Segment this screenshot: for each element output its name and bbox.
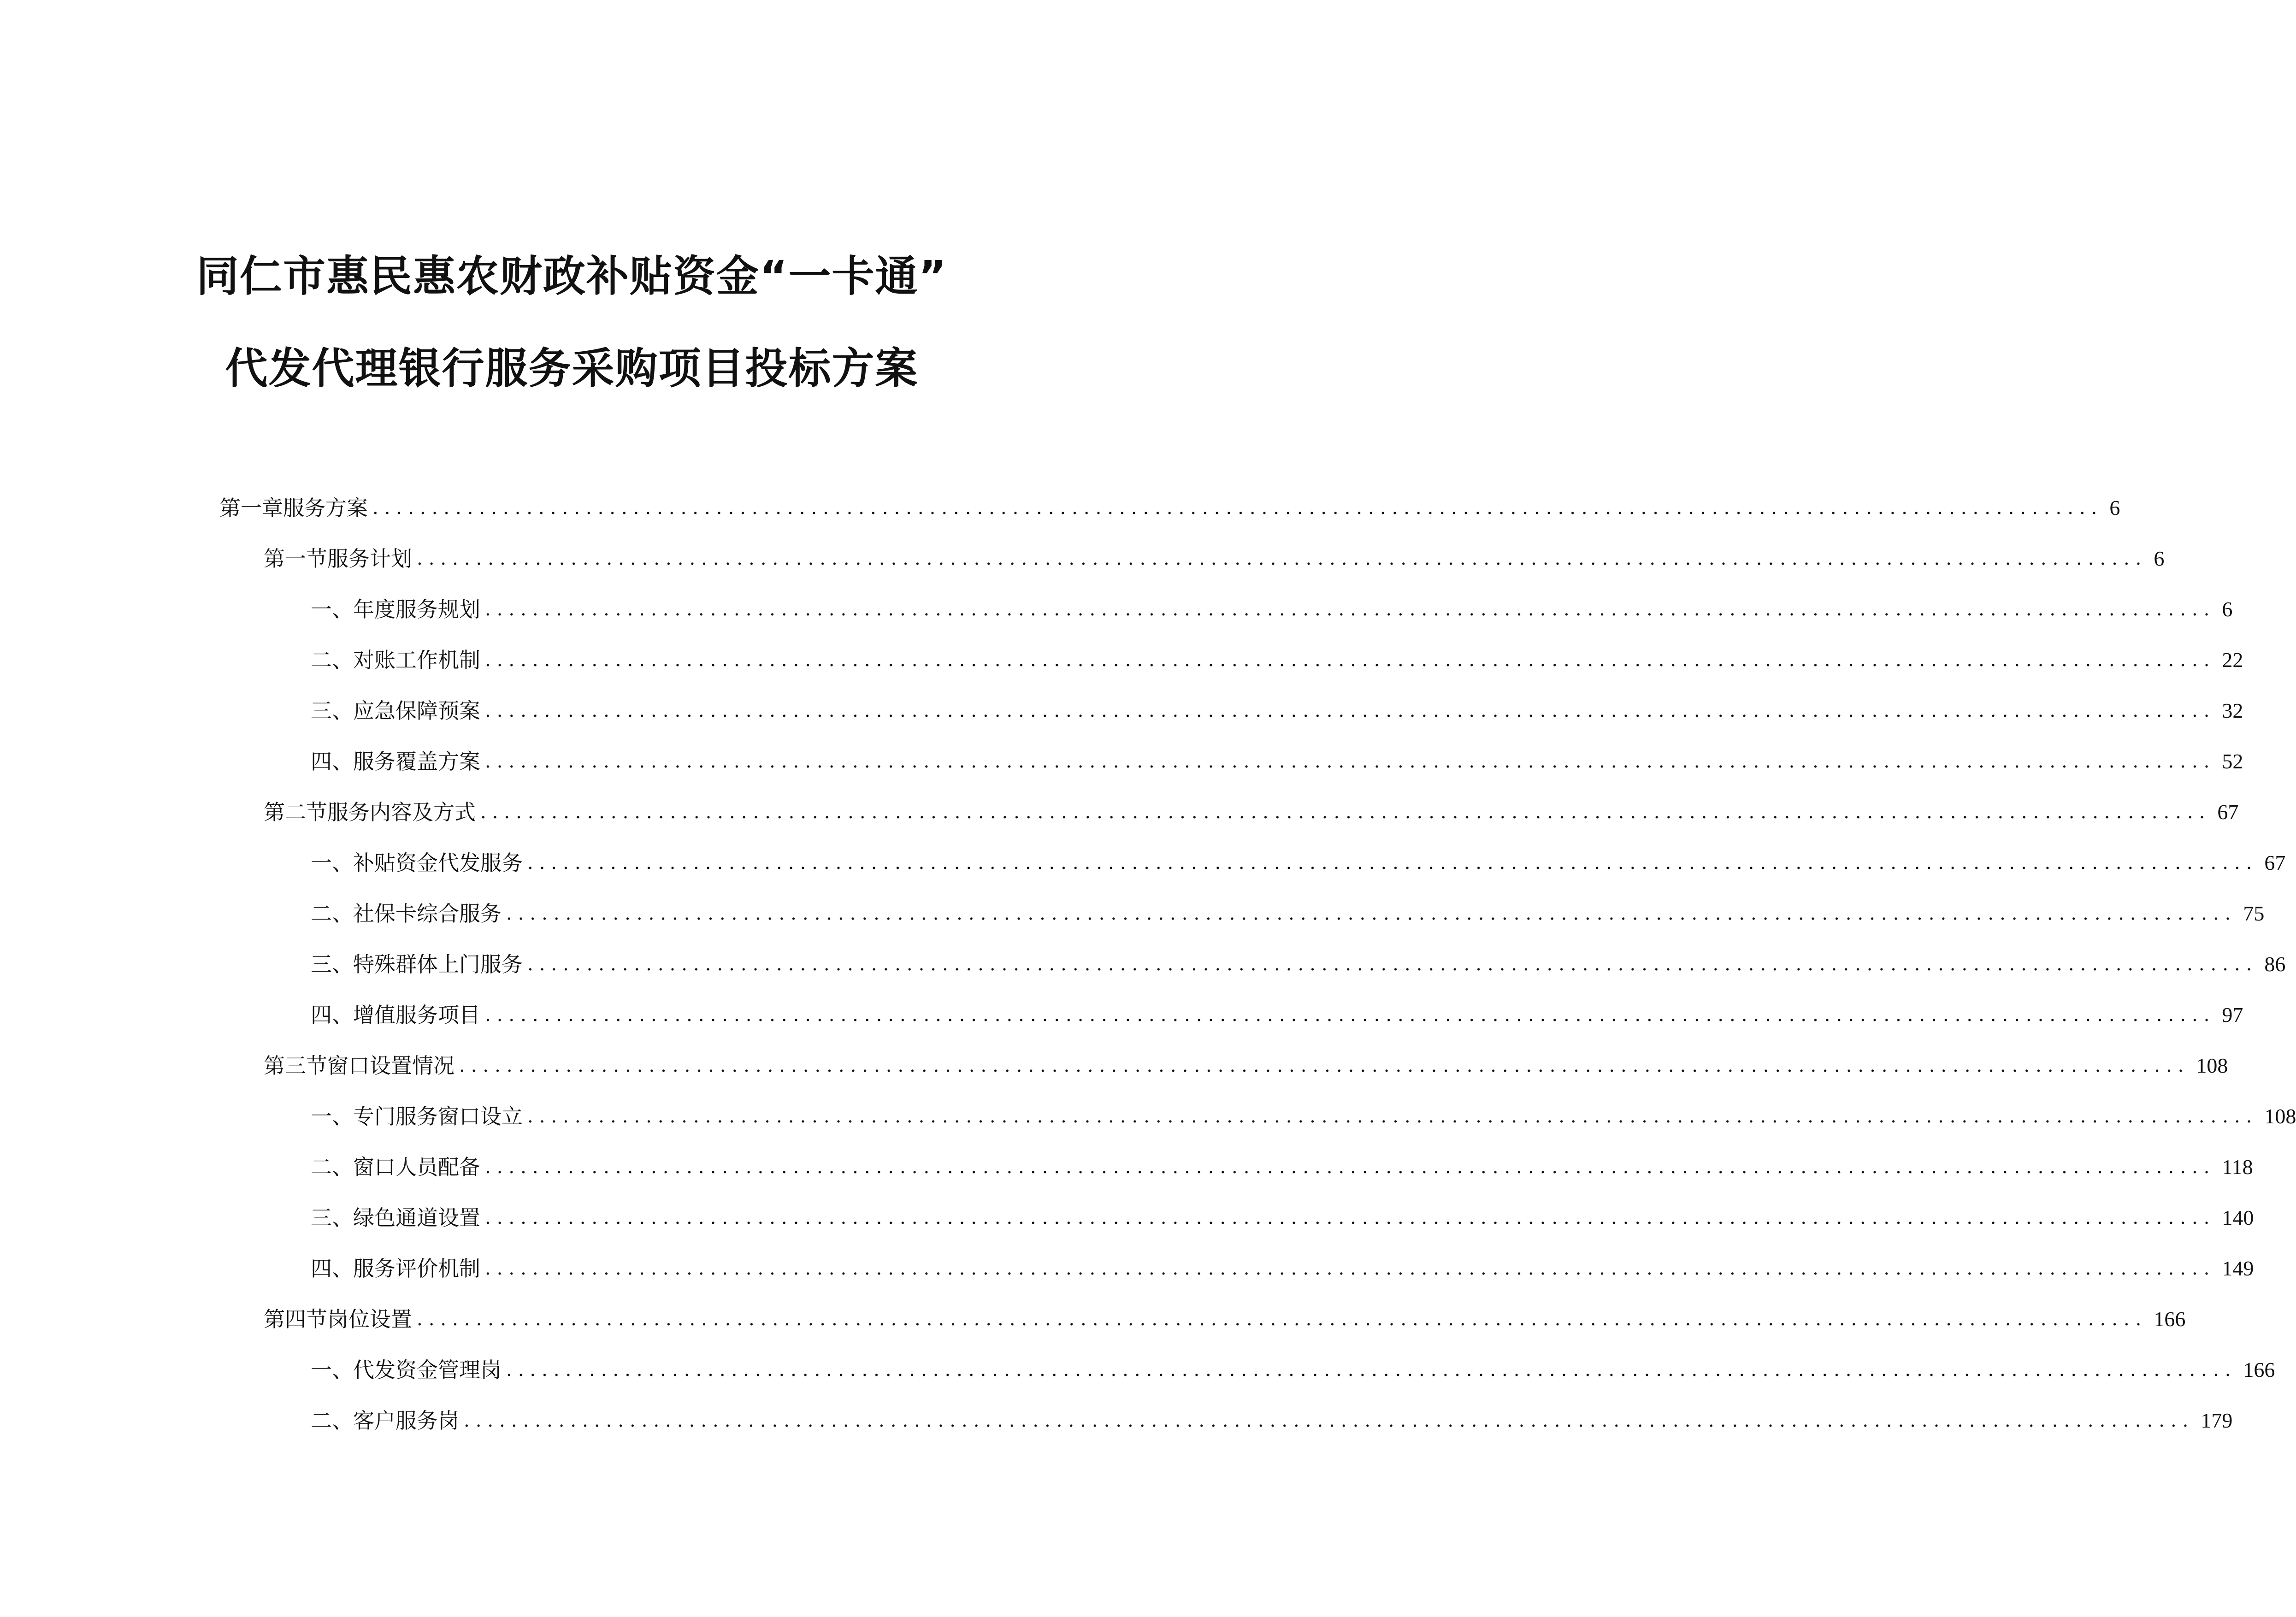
toc-entry-label: 代发资金管理岗 <box>353 1357 502 1382</box>
toc-entry-label: 服务内容及方式 <box>327 800 476 825</box>
toc-entry-label: 增值服务项目 <box>353 1003 480 1027</box>
toc-entry-number: 二、 <box>311 1155 353 1180</box>
toc-entry-number: 三、 <box>311 952 353 977</box>
toc-entry-subsection[interactable] <box>311 1398 2233 1434</box>
toc-dot-leader: .................................................................................................................................................. <box>527 1106 2258 1127</box>
toc-entry-label: 岗位设置 <box>327 1307 412 1332</box>
toc-entry-label: 年度服务规划 <box>353 597 480 622</box>
title-line-1: 同仁市惠民惠农财政补贴资金“一卡通” <box>196 252 947 301</box>
toc-dot-leader: .................................................................................................................................................. <box>417 1309 2148 1330</box>
toc-entry-page: 67 <box>2217 800 2239 824</box>
toc-entry-label: 服务评价机制 <box>353 1256 480 1281</box>
toc-entry-page: 75 <box>2243 902 2265 925</box>
toc-entry-label: 对账工作机制 <box>353 648 480 673</box>
toc-entry-number: 二、 <box>311 901 353 926</box>
document-title <box>0 230 1144 415</box>
toc-entry-number: 三、 <box>311 698 353 723</box>
toc-dot-leader: .................................................................................................................................................. <box>485 700 2216 721</box>
toc-entry-number: 四、 <box>311 749 353 774</box>
toc-entry-section[interactable] <box>264 1043 2228 1080</box>
toc-dot-leader: .................................................................................................................................................. <box>485 1157 2216 1178</box>
toc-entry-subsection[interactable] <box>311 738 2243 775</box>
toc-entry-page: 22 <box>2222 648 2243 672</box>
toc-entry-subsection[interactable] <box>311 891 2265 927</box>
toc-entry-label: 服务覆盖方案 <box>353 749 480 774</box>
toc-entry-section[interactable] <box>264 536 2165 572</box>
toc-dot-leader: .................................................................................................................................................. <box>485 751 2216 772</box>
toc-entry-page: 108 <box>2196 1054 2228 1077</box>
toc-dot-leader: .................................................................................................................................................. <box>464 1410 2195 1431</box>
toc-entry-number: 三、 <box>311 1205 353 1230</box>
toc-entry-label: 应急保障预案 <box>353 698 480 723</box>
toc-entry-label: 社保卡综合服务 <box>353 901 502 926</box>
toc-entry-label: 特殊群体上门服务 <box>353 952 523 977</box>
toc-entry-label: 绿色通道设置 <box>353 1205 480 1230</box>
toc-entry-page: 32 <box>2222 699 2243 722</box>
toc-entry-number: 第二节 <box>264 800 327 825</box>
toc-entry-subsection[interactable] <box>311 1093 2296 1130</box>
toc-entry-page: 149 <box>2222 1257 2254 1280</box>
toc-entry-subsection[interactable] <box>311 1144 2253 1181</box>
toc-entry-label: 客户服务岗 <box>353 1408 459 1433</box>
toc-dot-leader: .................................................................................................................................................. <box>506 903 2237 924</box>
toc-dot-leader: .................................................................................................................................................. <box>417 548 2148 569</box>
toc-dot-leader: .................................................................................................................................................. <box>485 1258 2216 1279</box>
toc-entry-page: 166 <box>2243 1358 2275 1381</box>
toc-entry-number: 一、 <box>311 597 353 622</box>
toc-entry-label: 服务计划 <box>327 546 412 571</box>
toc-entry-section[interactable] <box>264 1296 2186 1333</box>
toc-dot-leader: .................................................................................................................................................. <box>527 852 2258 873</box>
toc-entry-page: 6 <box>2154 547 2165 570</box>
toc-entry-label: 窗口人员配备 <box>353 1155 480 1180</box>
toc-entry-number: 第四节 <box>264 1307 327 1332</box>
toc-entry-label: 专门服务窗口设立 <box>353 1104 523 1129</box>
toc-entry-subsection[interactable] <box>311 688 2243 725</box>
toc-entry-page: 179 <box>2201 1409 2233 1432</box>
toc-entry-number: 第三节 <box>264 1053 327 1078</box>
toc-entry-subsection[interactable] <box>311 840 2286 877</box>
toc-entry-page: 118 <box>2222 1155 2253 1179</box>
toc-entry-number: 一、 <box>311 1357 353 1382</box>
toc-entry-number: 二、 <box>311 1408 353 1433</box>
toc-entry-page: 140 <box>2222 1206 2254 1229</box>
toc-entry-number: 四、 <box>311 1256 353 1281</box>
toc-entry-subsection[interactable] <box>311 1245 2254 1282</box>
toc-entry-page: 97 <box>2222 1003 2243 1027</box>
toc-entry-page: 6 <box>2222 597 2233 621</box>
toc-entry-page: 52 <box>2222 749 2243 773</box>
toc-entry-number: 四、 <box>311 1003 353 1027</box>
toc-entry-label: 窗口设置情况 <box>327 1053 454 1078</box>
title-line-2: 代发代理银行服务采购项目投标方案 <box>225 344 919 393</box>
toc-dot-leader: .................................................................................................................................................. <box>485 1004 2216 1026</box>
toc-entry-subsection[interactable] <box>311 1347 2275 1384</box>
toc-dot-leader: .................................................................................................................................................. <box>485 599 2216 620</box>
toc-entry-page: 108 <box>2264 1104 2296 1128</box>
toc-dot-leader: .................................................................................................................................................. <box>459 1055 2190 1076</box>
toc-entry-page: 166 <box>2154 1307 2186 1331</box>
toc-entry-number: 第一章 <box>219 496 283 520</box>
toc-entry-label: 补贴资金代发服务 <box>353 850 523 875</box>
toc-entry-page: 6 <box>2109 496 2120 519</box>
toc-dot-leader: .................................................................................................................................................. <box>527 954 2258 975</box>
toc-entry-number: 一、 <box>311 1104 353 1129</box>
toc-entry-page: 86 <box>2264 952 2286 976</box>
toc-entry-subsection[interactable] <box>311 941 2286 978</box>
toc-entry-number: 第一节 <box>264 546 327 571</box>
toc-entry-page: 67 <box>2264 851 2286 874</box>
toc-entry-chapter[interactable] <box>219 485 2120 522</box>
toc-entry-section[interactable] <box>264 789 2239 826</box>
toc-dot-leader: .................................................................................................................................................. <box>485 649 2216 671</box>
toc-entry-subsection[interactable] <box>311 1195 2254 1232</box>
toc-entry-subsection[interactable] <box>311 637 2243 674</box>
toc-entry-number: 二、 <box>311 648 353 673</box>
toc-dot-leader: .................................................................................................................................................. <box>480 802 2211 823</box>
toc-dot-leader: .................................................................................................................................................. <box>485 1207 2216 1228</box>
toc-dot-leader: .................................................................................................................................................. <box>506 1359 2237 1381</box>
toc-entry-subsection[interactable] <box>311 992 2243 1029</box>
toc-entry-subsection[interactable] <box>311 586 2233 623</box>
toc-dot-leader: .................................................................................................................................................. <box>372 497 2103 519</box>
toc-entry-label: 服务方案 <box>283 496 368 520</box>
toc-entry-number: 一、 <box>311 850 353 875</box>
